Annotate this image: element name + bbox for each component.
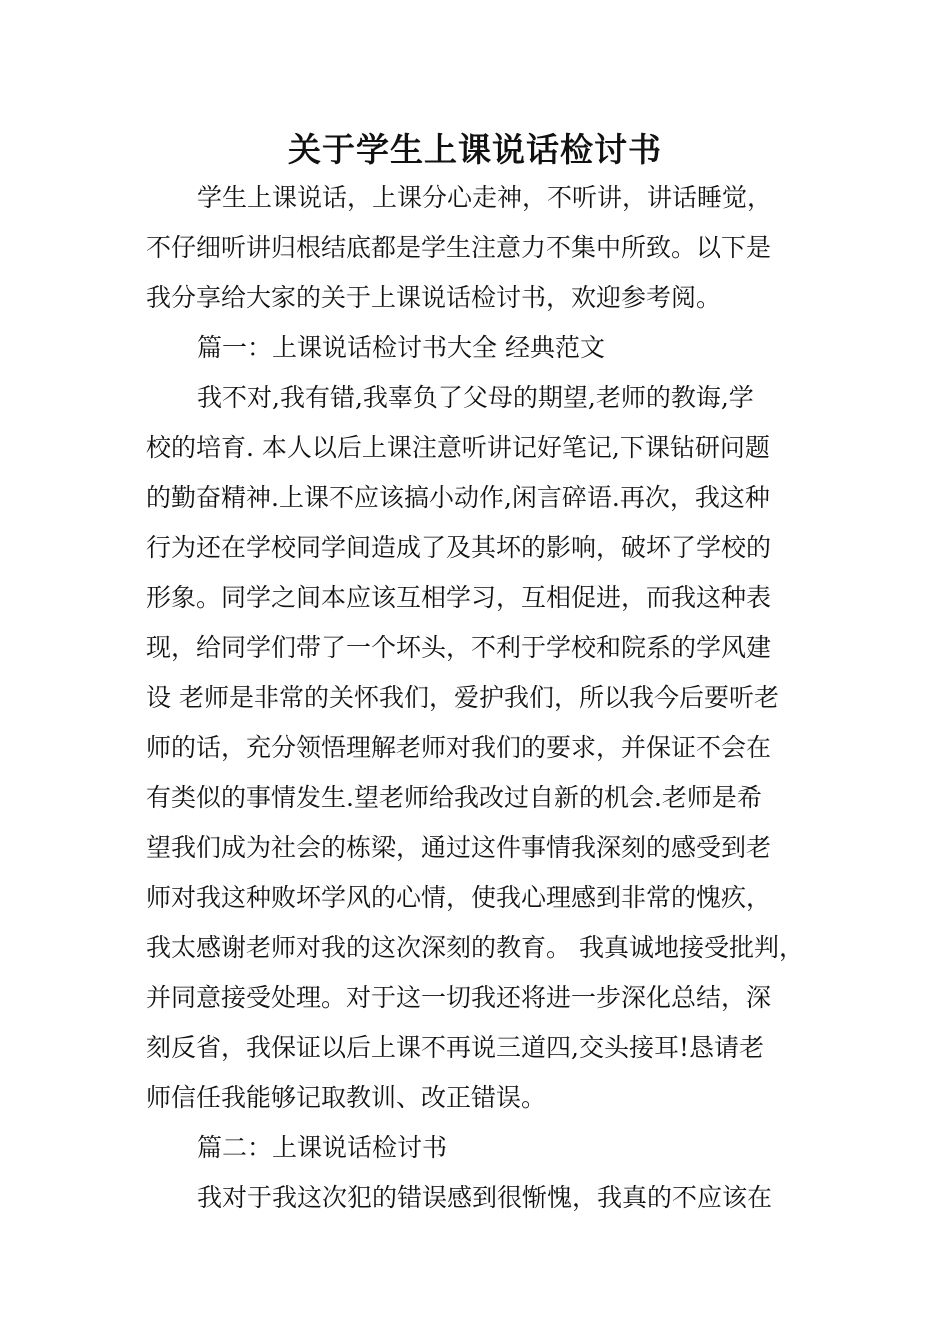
paragraph-line: 师对我这种败坏学风的心情，使我心理感到非常的愧疚， <box>146 883 772 912</box>
paragraph-line: 不仔细听讲归根结底都是学生注意力不集中所致。以下是 <box>146 233 772 262</box>
paragraph-line: 形象。同学之间本应该互相学习，互相促进，而我这种表 <box>146 583 772 612</box>
paragraph-line: 学生上课说话，上课分心走神，不听讲，讲话睡觉， <box>197 183 773 212</box>
paragraph-line: 我分享给大家的关于上课说话检讨书，欢迎参考阅。 <box>146 283 722 312</box>
paragraph-line: 我对于我这次犯的错误感到很惭愧，我真的不应该在 <box>197 1183 773 1212</box>
section-heading: 篇二：上课说话检讨书 <box>197 1133 448 1162</box>
paragraph-line: 设 老师是非常的关怀我们，爱护我们，所以我今后要听老 <box>146 683 779 712</box>
paragraph-line: 师的话，充分领悟理解老师对我们的要求，并保证不会在 <box>146 733 772 762</box>
document-title: 关于学生上课说话检讨书 <box>288 130 662 169</box>
paragraph-line: 师信任我能够记取教训、改正错误。 <box>146 1083 547 1112</box>
section-heading: 篇一：上课说话检讨书大全 经典范文 <box>197 333 605 362</box>
paragraph-line: 刻反省，我保证以后上课不再说三道四,交头接耳!恳请老 <box>146 1033 764 1062</box>
paragraph-line: 有类似的事情发生.望老师给我改过自新的机会.老师是希 <box>146 783 762 812</box>
paragraph-line: 我不对,我有错,我辜负了父母的期望,老师的教诲,学 <box>197 383 754 412</box>
paragraph-line: 校的培育. 本人以后上课注意听讲记好笔记,下课钻研问题 <box>146 433 770 462</box>
paragraph-line: 我太感谢老师对我的这次深刻的教育。 我真诚地接受批判， <box>146 933 804 962</box>
paragraph-line: 望我们成为社会的栋梁，通过这件事情我深刻的感受到老 <box>146 833 772 862</box>
paragraph-line: 并同意接受处理。对于这一切我还将进一步深化总结，深 <box>146 983 772 1012</box>
paragraph-line: 现，给同学们带了一个坏头，不利于学校和院系的学风建 <box>146 633 772 662</box>
paragraph-line: 行为还在学校同学间造成了及其坏的影响，破坏了学校的 <box>146 533 772 562</box>
paragraph-line: 的勤奋精神.上课不应该搞小动作,闲言碎语.再次，我这种 <box>146 483 770 512</box>
